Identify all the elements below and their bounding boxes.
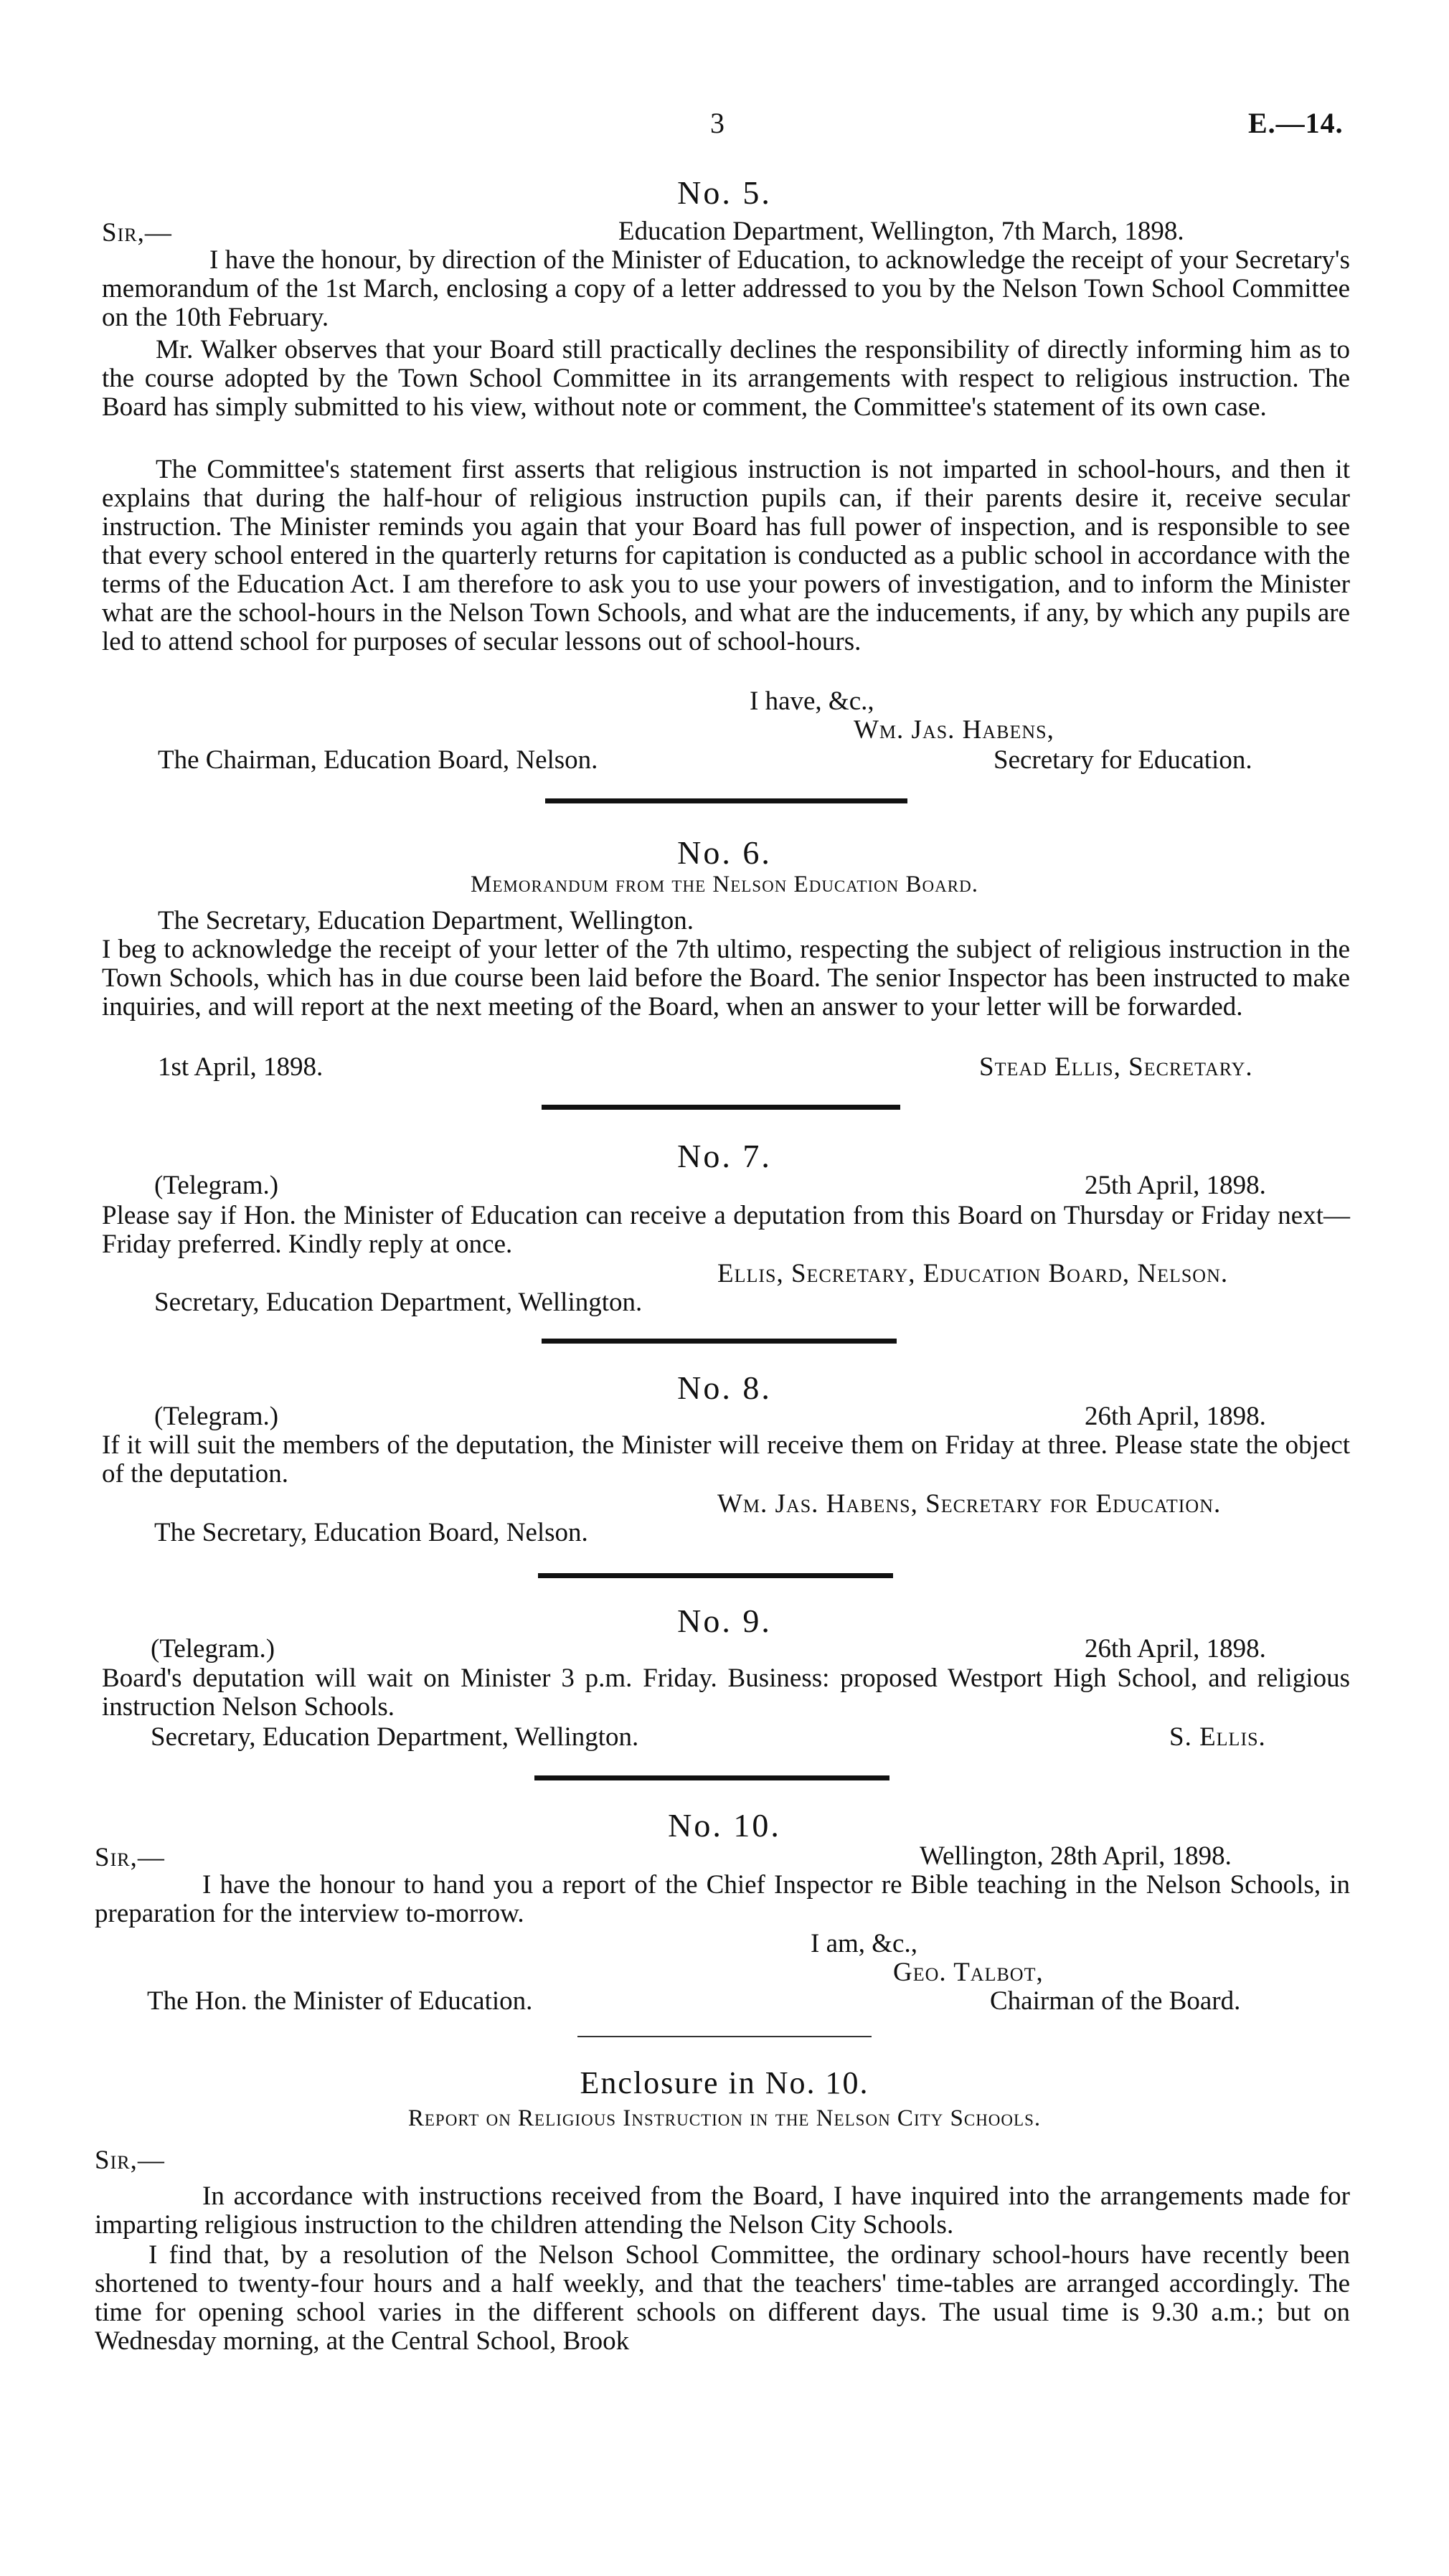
date-no9: 26th April, 1898. <box>1085 1634 1266 1664</box>
paragraph-enclosure-1: In accordance with instructions received from the Board, I have inquired into the arrangements made for imparting religious instruction to the children attending the Nelson City Schools. <box>95 2181 1350 2240</box>
section-divider <box>538 1573 893 1578</box>
document-reference: E.—14. <box>1248 107 1344 139</box>
page-number: 3 <box>710 107 724 139</box>
paragraph-enclosure-2: I find that, by a resolution of the Nelson School Committee, the ordinary school-hours have recently been shortened to twenty-four hours and a half weekly, and that the teachers' time-tables are arranged accordingly. The time for opening school varies in the different schools on different days. The usual time is 9.30 a.m.; but on Wednesday morning, at the Central School, Brook <box>95 2240 1350 2356</box>
telegram-label-no7: (Telegram.) <box>154 1171 279 1200</box>
signatory-no8: Wm. Jas. Habens, Secretary for Education. <box>717 1489 1222 1519</box>
paragraph-no5-1: I have the honour, by direction of the Minister of Education, to acknowledge the receipt of your Secretary's memorandum of the 1st March, enclosing a copy of a letter addressed to you by the Nelson Town School Committee on the 10th February. <box>102 245 1350 332</box>
section-title-no5: No. 5. <box>677 174 772 211</box>
addressee-no7: Secretary, Education Department, Wellington. <box>154 1288 643 1317</box>
telegram-label-no8: (Telegram.) <box>154 1402 279 1431</box>
addressee-no10: The Hon. the Minister of Education. <box>147 1986 533 2016</box>
paragraph-no6: I beg to acknowledge the receipt of your letter of the 7th ultimo, respecting the subject of religious instruction in the Town Schools, which has in due course been laid before the Board. The senior Inspector has been instructed to make inquiries, and will report at the next meeting of the Board, when an answer to your letter will be forwarded. <box>102 935 1350 1022</box>
section-title-no6: No. 6. <box>677 834 772 871</box>
addressee-no9: Secretary, Education Department, Wellington. <box>151 1722 639 1752</box>
date-no6: 1st April, 1898. <box>158 1052 324 1082</box>
section-title-no9: No. 9. <box>677 1603 772 1639</box>
signatory-no5: Wm. Jas. Habens, <box>854 715 1054 745</box>
paragraph-no5-3: The Committee's statement first asserts that religious instruction is not imparted in school-hours, and then it explains that during the half-hour of religious instruction pupils can, if their parents desire it, receive secular instruction. The Minister reminds you again that your Board has full power of inspection, and is responsible to see that every school entered in the quarterly returns for capitation is conducted as a public school in accordance with the terms of the Education Act. I am therefore to ask you to use your powers of investigation, and to inform the Minister what are the school-hours in the Nelson Town Schools, and what are the inducements, if any, by which any pupils are led to attend school for purposes of secular lessons out of school-hours. <box>102 455 1350 656</box>
paragraph-no9: Board's deputation will wait on Minister 3 p.m. Friday. Business: proposed Westport High School, and religious instruction Nelson Schools. <box>102 1664 1350 1722</box>
date-no8: 26th April, 1898. <box>1085 1402 1266 1431</box>
paragraph-no8: If it will suit the members of the deputation, the Minister will receive them on Friday at three. Please state the object of the deputation. <box>102 1430 1350 1488</box>
section-divider <box>577 2036 872 2037</box>
section-title-no7: No. 7. <box>677 1138 772 1174</box>
dateline-no5: Education Department, Wellington, 7th March, 1898. <box>618 217 1184 246</box>
salutation-no10: Sir,— <box>95 1843 165 1872</box>
section-title-no10: No. 10. <box>668 1807 781 1844</box>
addressee-no5: The Chairman, Education Board, Nelson. <box>158 745 598 775</box>
addressee-no8: The Secretary, Education Board, Nelson. <box>154 1518 588 1547</box>
date-no7: 25th April, 1898. <box>1085 1171 1266 1200</box>
section-divider <box>545 798 907 803</box>
salutation-no5: Sir,— <box>102 218 172 247</box>
closing-no5: I have, &c., <box>750 687 874 716</box>
signatory-no9: S. Ellis. <box>1169 1722 1266 1752</box>
addressee-no6: The Secretary, Education Department, Wellington. <box>158 906 694 935</box>
section-divider <box>542 1105 900 1110</box>
report-heading: Report on Religious Instruction in the Nelson City Schools. <box>407 2105 1042 2131</box>
telegram-label-no9: (Telegram.) <box>151 1634 275 1664</box>
paragraph-no7: Please say if Hon. the Minister of Education can receive a deputation from this Board on Thursday or Friday next—Friday preferred. Kindly reply at once. <box>102 1201 1350 1259</box>
enclosure-title: Enclosure in No. 10. <box>580 2065 869 2100</box>
section-divider <box>534 1775 889 1780</box>
memo-heading-no6: Memorandum from the Nelson Education Board. <box>471 872 978 897</box>
signatory-no10: Geo. Talbot, <box>893 1958 1044 1987</box>
signatory-no6: Stead Ellis, Secretary. <box>979 1052 1253 1082</box>
closing-no10: I am, &c., <box>811 1929 917 1958</box>
signatory-title-no5: Secretary for Education. <box>993 745 1252 775</box>
signatory-no7: Ellis, Secretary, Education Board, Nelson. <box>717 1259 1229 1288</box>
dateline-no10: Wellington, 28th April, 1898. <box>920 1841 1232 1871</box>
section-title-no8: No. 8. <box>677 1369 772 1406</box>
salutation-enclosure: Sir,— <box>95 2146 165 2175</box>
paragraph-no5-2: Mr. Walker observes that your Board still practically declines the responsibility of directly informing him as to the course adopted by the Town School Committee in its arrangements with respect to religious instruction. The Board has simply submitted to his view, without note or comment, the Committee's statement of its own case. <box>102 335 1350 422</box>
signatory-title-no10: Chairman of the Board. <box>990 1986 1241 2016</box>
paragraph-no10: I have the honour to hand you a report of the Chief Inspector re Bible teaching in the Nelson Schools, in preparation for the interview to-morrow. <box>95 1870 1350 1928</box>
section-divider <box>542 1339 897 1344</box>
